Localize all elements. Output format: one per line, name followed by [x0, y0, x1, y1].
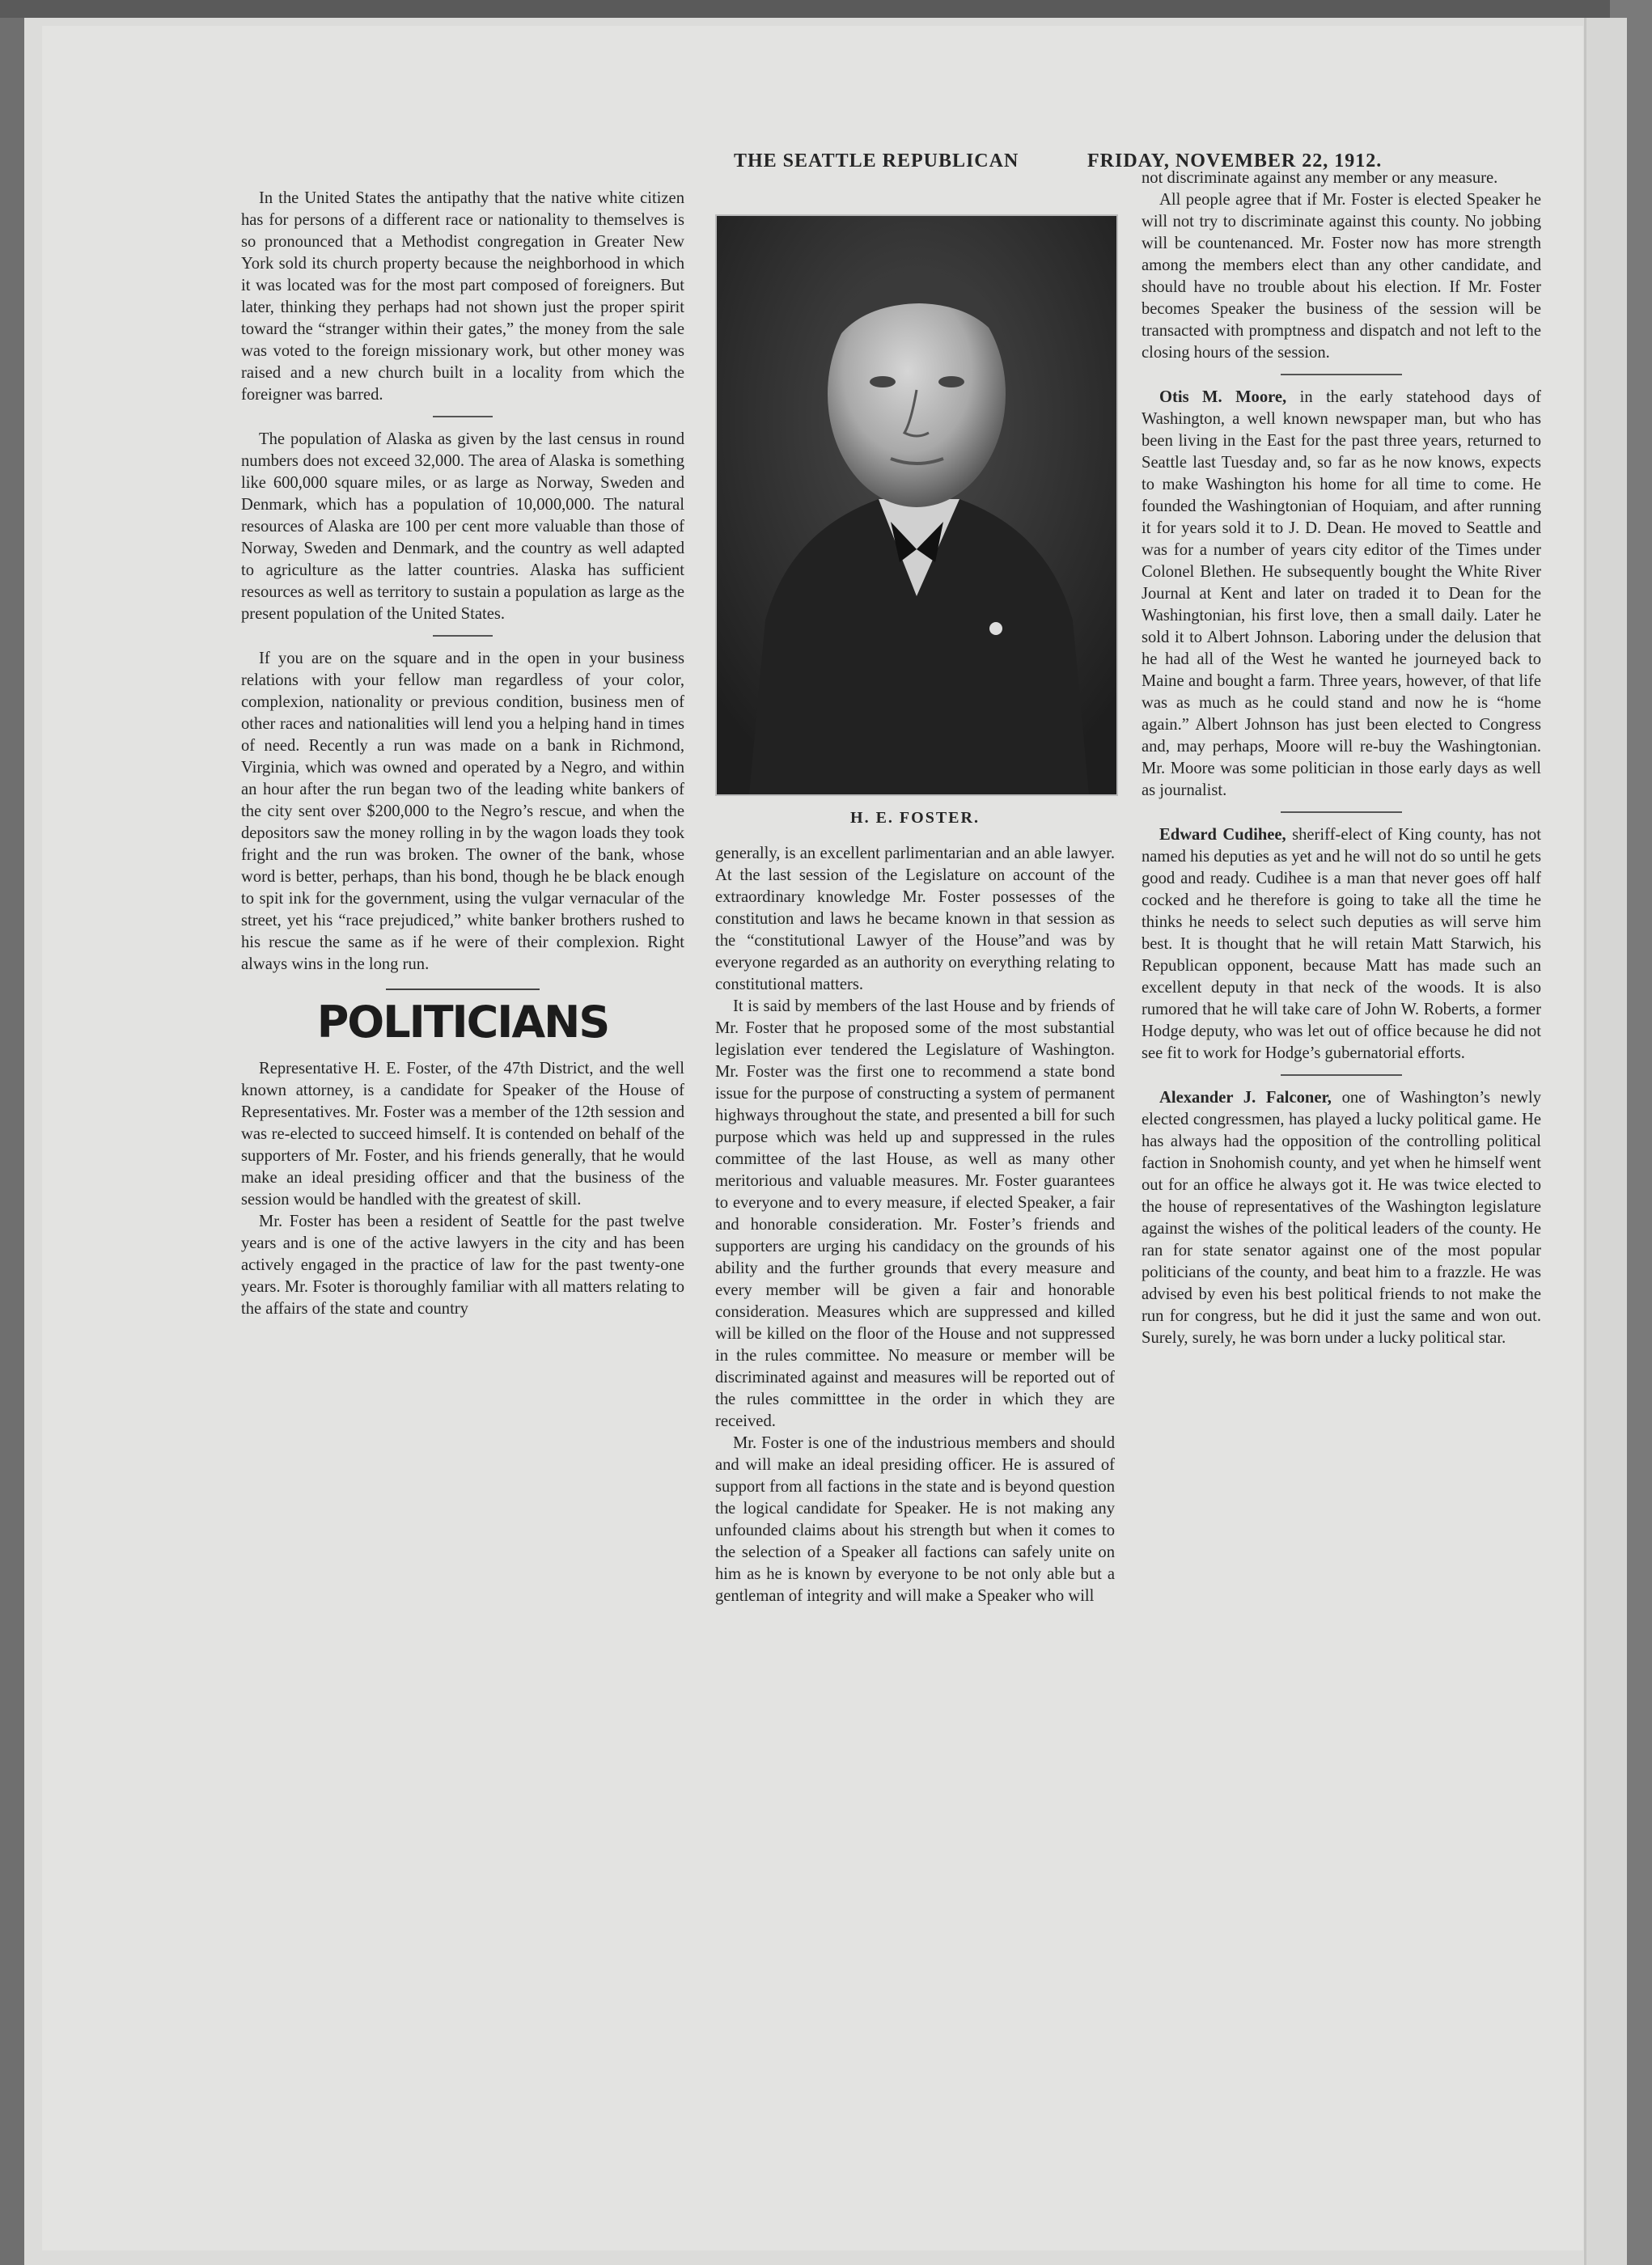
article-foster-speaker: All people agree that if Mr. Foster is elected Speaker he will not try to discriminate against this county. No jobbing will be countenanced. Mr. Foster now has more strength among the members elect than any other candidate, and should have no trouble about his election. If Mr. Foster becomes Speaker the business of the session will be transacted with promptness and dispatch and not left to the closing hours of the session. [1142, 191, 1541, 362]
divider [1281, 811, 1402, 813]
divider [433, 635, 493, 637]
article-alaska: The population of Alaska as given by the last census in round numbers does not exceed 32,000. The area of Alaska is something like 600,000 square miles, or as large as Norway, Sweden and Denmark, which has a population of 10,000,000. The natural resources of Alaska are 100 per cent more valuable than those of Norway, Sweden and Denmark, and the country as well adapted to agriculture as the latter countries. Alaska has sufficient resources as well as territory to sustain a population as large as the present population of the United States. [241, 430, 684, 623]
divider [386, 989, 540, 990]
article-cudihee-body: sheriff-elect of King county, has not named his deputies as yet and he will not do so until he gets good and ready. Cudihee is a man that never goes off half cocked and he therefore is going to take all the time he thinks he needs to select such deputies as will serve him best. It is thought that he will retain Matt Starwich, his Republican opponent, because Matt has made such an excellent deputy in that neck of the woods. It is also rumored that he will take care of John W. Roberts, a former Hodge deputy, who was let out of office because he did not see fit to work for Hodge’s gubernatorial efforts. [1142, 826, 1542, 1062]
portrait-illustration [717, 216, 1116, 794]
article-foster-legislation: It is said by members of the last House and by friends of Mr. Foster that he proposed some of the most substantial legislation ever tendered the Legislature of Washington. Mr. Foster was the first one to recommend a state bond issue for the purpose of constructing a system of permanent highways throughout the state, and presented a bill for such purpose which was held up and suppressed in the rules committee of the last House, as well as many other meritorious and valuable measures. Mr. Foster guarantees to everyone and to every measure, if elected Speaker, a fair and honorable consideration. Mr. Foster’s friends and supporters are urging his candidacy on the grounds of his ability and the further grounds that every measure and every member will be given a fair and honorable consideration. Measures which are suppressed and killed will be killed on the floor of the House and not suppressed in the rules committee. No measure or member will be discriminated against and measures will be reported out of the rules committtee in the order in which they are received. [715, 997, 1115, 1430]
section-heading-politicians: POLITICIANS [316, 997, 609, 1048]
article-foster-intro: Representative H. E. Foster, of the 47th District, and the well known attorney, is a candidate for Speaker of the House of Representatives. Mr. Foster was a member of the 12th session and was re-elected to succeed himself. It is contended on behalf of the supporters of Mr. Foster, and his friends generally, that he would make an ideal presiding officer and that the business of the session would be handled with the greatest of skill. [241, 1060, 684, 1209]
name-alexander-falconer: Alexander J. Falconer, [1159, 1089, 1332, 1107]
name-edward-cudihee: Edward Cudihee, [1159, 826, 1286, 844]
article-methodist: In the United States the antipathy that the native white citizen has for persons of a different race or nationality to themselves is so pronounced that a Methodist congregation in Greater New York sold its church property because the neighborhood in which it was located was for the most part composed of foreigners. But later, thinking they perhaps had not shown just the proper spirit toward the “stranger within their gates,” the money from the sale was voted to the foreign missionary work, but other money was raised and a new church built in a locality from which the foreigner was barred. [241, 189, 684, 404]
article-moore-body: in the early statehood days of Washington, a well known newspaper man, but who has been living in the East for the past three years, returned to Seattle last Tuesday and, so far as he now knows, expects to make Washington his home for all time to come. He founded the Washingtonian of Hoquiam, and after running it for years sold it to J. D. Dean. He moved to Seattle and was for a number of years city editor of the Times under Colonel Blethen. He subsequently bought the White River Journal at Kent and later on traded it to Dean for the Washingtonian, his first love, then a small daily. Later he sold it to Albert Johnson. Laboring under the delusion that he had all of the West he wanted he journeyed back to Maine and bought a farm. Three years, however, of that life was as much as he could stand and now he is “home again.” Albert Johnson has just been elected to Congress and, may perhaps, Moore will re-buy the Washingtonian. Mr. Moore was some politician in those early days as well as journalist. [1142, 388, 1541, 799]
newspaper-page [42, 26, 1583, 2250]
column-right [1142, 167, 1541, 1349]
article-moore [1142, 387, 1541, 802]
divider [433, 416, 493, 417]
article-richmond-bank: If you are on the square and in the open in your business relations with your fellow man regardless of your color, complexion, nationality or previous condition, business men of other races and nationalities will lend you a helping hand in times of need. Recently a run was made on a bank in Richmond, Virginia, which was owned and operated by a Negro, and within an hour after the run began two of the leading white bankers of the city sent over $200,000 to the Negro’s rescue, and when the depositors saw the money rolling in by the wagon loads they took fright and the run was broken. The owner of the bank, whose word is better, perhaps, than his bond, though he be black enough to spit ink for the government, using the vulgar vernacular of the street, yet his “race prejudiced,” white banker brothers rushed to his rescue the same as if he were of their complexion. Right always wins in the long run. [241, 650, 684, 973]
article-falconer-body: one of Washington’s newly elected congressmen, has played a lucky political game. He has always had the opposition of the controlling political faction in Snohomish county, and yet when he himself went out for an office he always got it. He was twice elected to the house of representatives of the Washington legislature against the wishes of the political leaders of the county. He ran for state senator against one of the most popular politicians of the county, and beat him to a frazzle. He was advised by even his best political friends to not make the run for congress, but he did it just the same and won out. Surely, surely, he was born under a lucky political star. [1142, 1089, 1542, 1347]
name-otis-moore: Otis M. Moore, [1159, 388, 1287, 406]
divider [1281, 374, 1402, 375]
article-foster-support: Mr. Foster is one of the industrious members and should and will make an ideal presiding officer. He is assured of support from all factions in the state and is beyond question the logical candidate for Speaker. He is not making any unfounded claims about his strength but when it comes to the selection of a Speaker all factions can safely unite on him as he is known by everyone to be not only able but a gentleman of integrity and will make a Speaker who will [715, 1434, 1115, 1605]
masthead-date: FRIDAY, NOVEMBER 22, 1912. [1087, 150, 1383, 171]
paper-sheet-edge [1584, 18, 1627, 2265]
article-foster-end: not discriminate against any member or any measure. [1142, 169, 1498, 187]
article-falconer [1142, 1087, 1541, 1349]
masthead-title: THE SEATTLE REPUBLICAN [734, 150, 1019, 171]
article-foster-resident: Mr. Foster has been a resident of Seattle for the past twelve years and is one of the active lawyers in the city and has been actively engaged in the practice of law for the past twenty-one years. Mr. Fsoter is thoroughly familiar with all matters relating to the affairs of the state and country [241, 1213, 684, 1318]
article-foster-continued: generally, is an excellent parlimentarian and an able lawyer. At the last session of the Legislature on account of the extraordinary knowledge Mr. Foster possesses of the constitution and laws he became known in that session as the “constitutional Lawyer of the House”and was by everyone regarded as an authority on everything relating to constitutional matters. [715, 845, 1115, 993]
photo-caption: H. E. FOSTER. [850, 809, 980, 827]
article-cudihee [1142, 824, 1541, 1065]
column-middle [715, 843, 1115, 1607]
scan-top-border [0, 0, 1652, 18]
column-left [241, 188, 684, 1320]
divider [1281, 1074, 1402, 1076]
portrait-photo-foster [715, 214, 1118, 796]
